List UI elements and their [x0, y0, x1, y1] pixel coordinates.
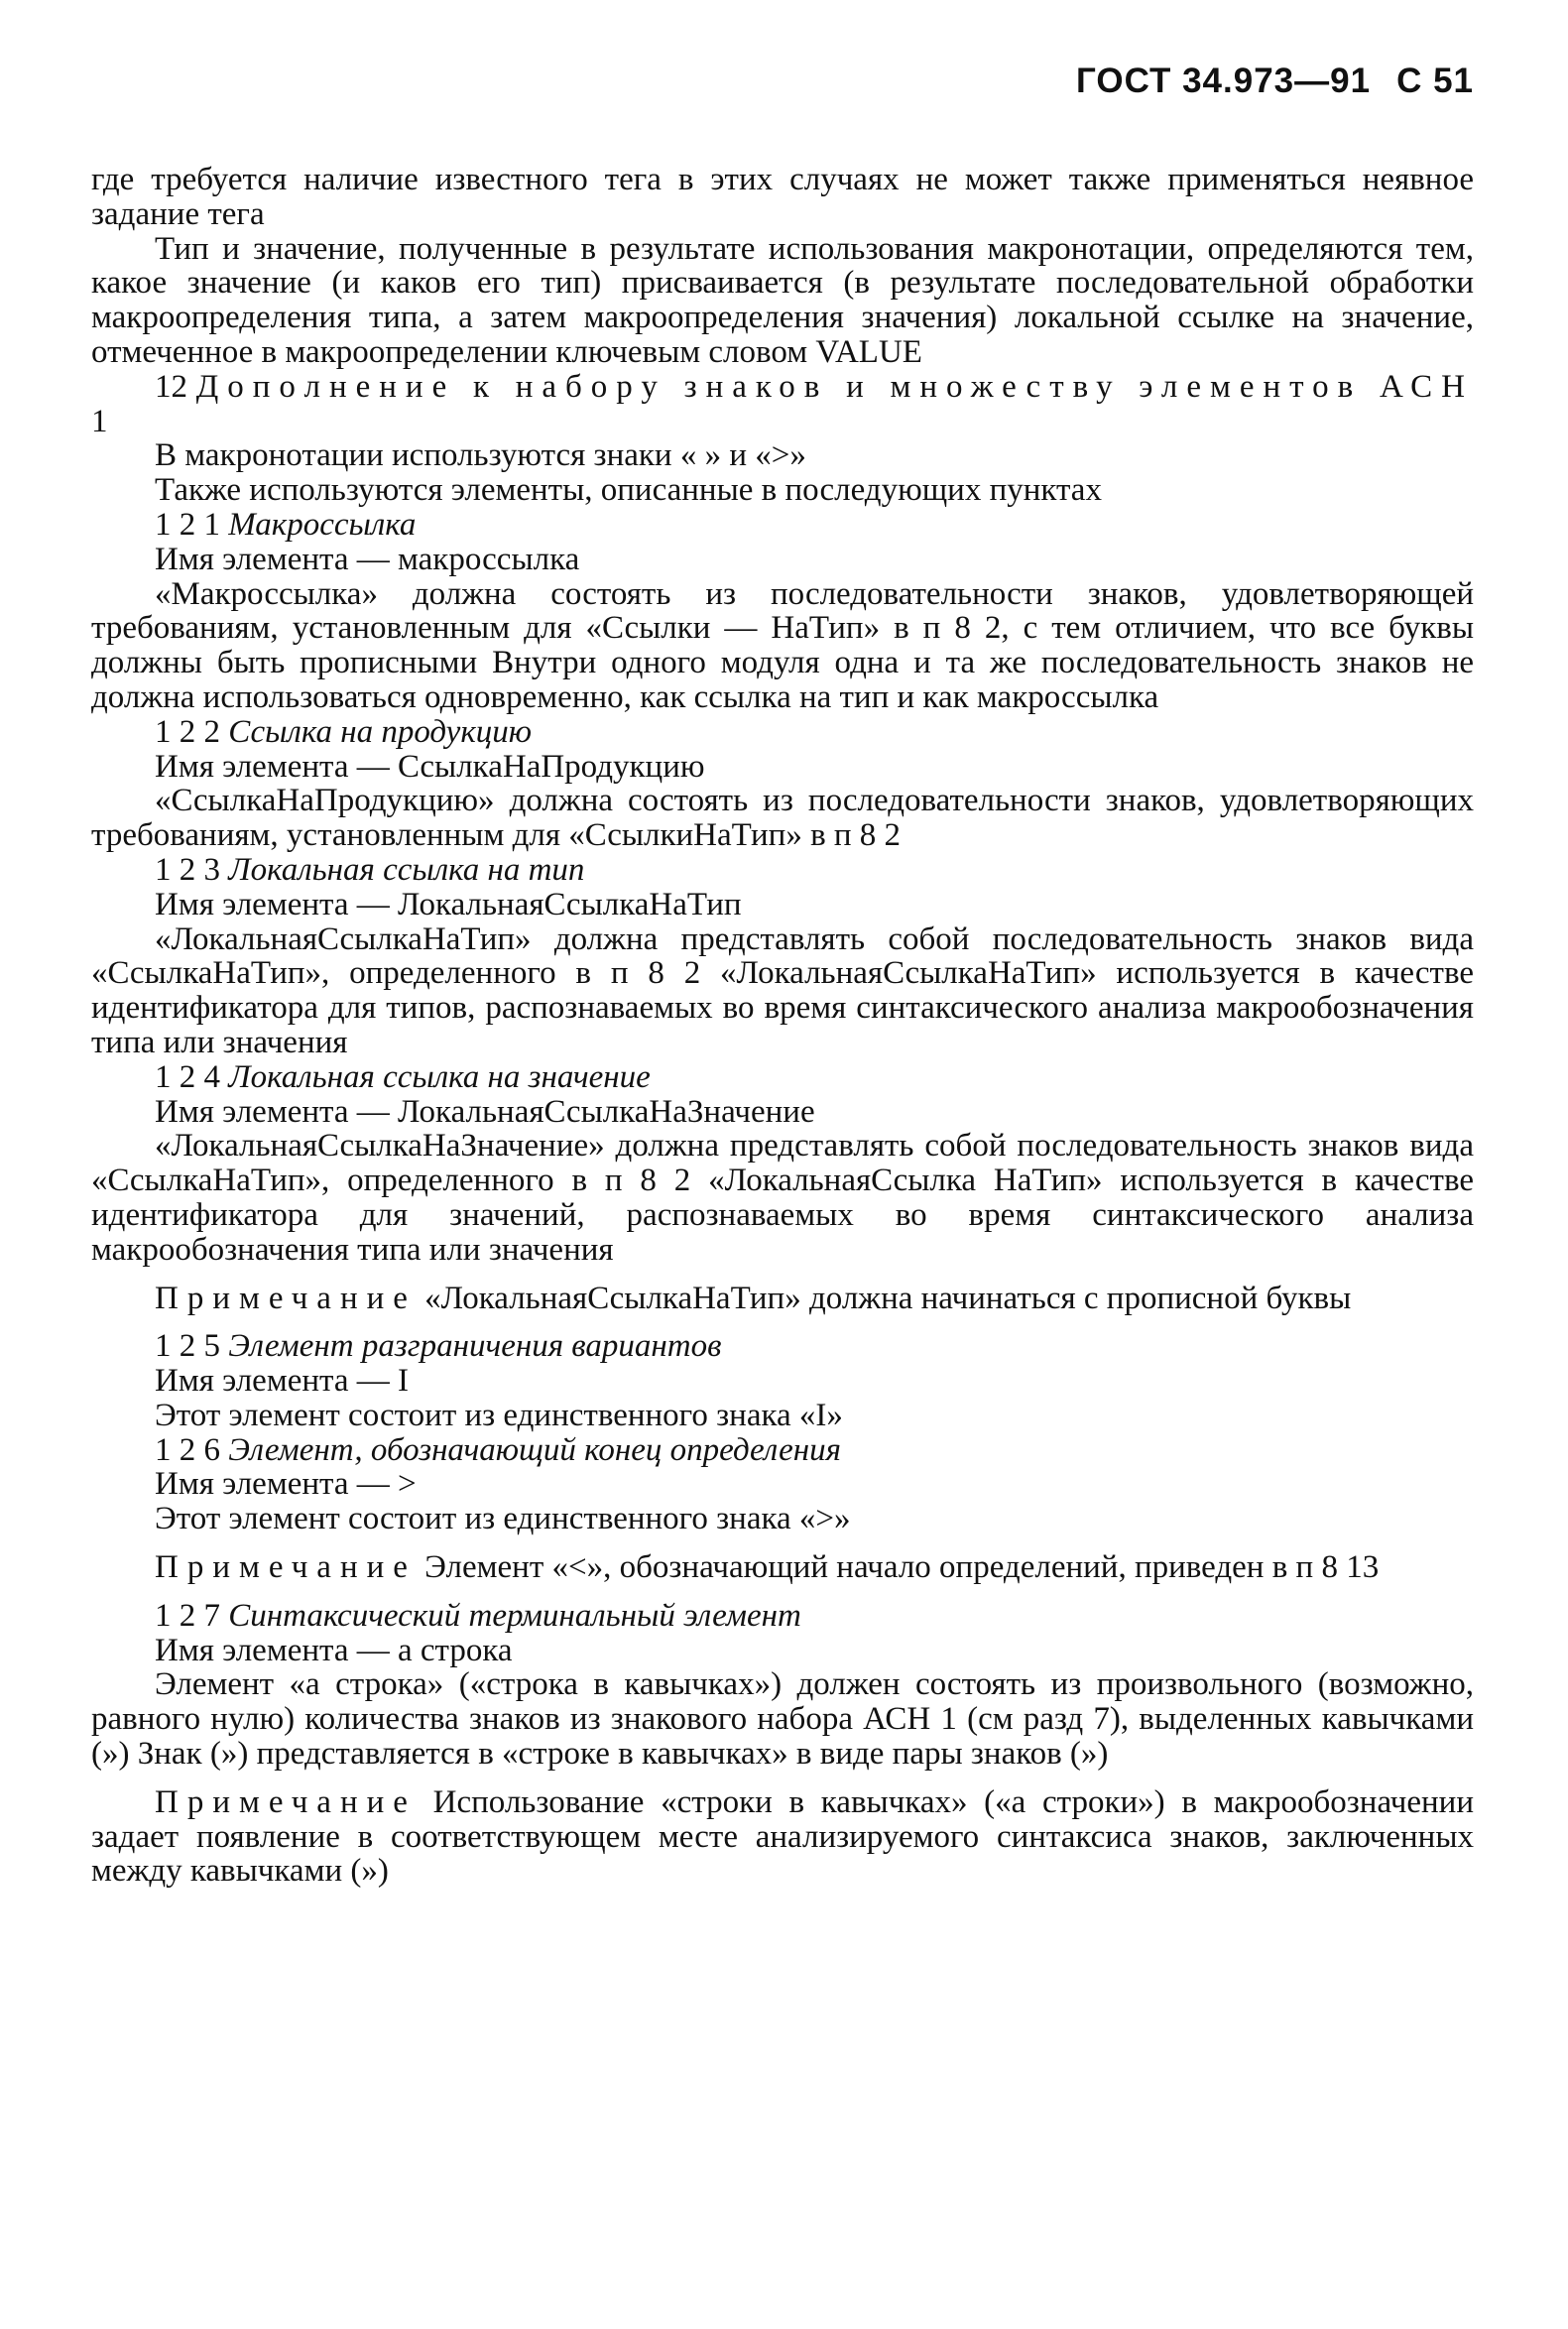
section-title: Дополнение к набору знаков и множеству элементов АСН 1 [91, 368, 1474, 439]
paragraph: «Макроссылка» должна состоять из последовательности знаков, удовлетворяющей требованиям, установленным для «Ссылки — НаТип» в п 8 2, с тем отличием, что все буквы должны быть прописными Внутри одного модуля одна и та же последовательность знаков не должна использоваться одновременно, как ссылка на тип и как макроссылка [91, 575, 1474, 715]
section-number: 1 2 1 [155, 506, 220, 543]
paragraph: Имя элемента — СсылкаНаПродукцию [155, 748, 705, 785]
section-heading-126 [91, 1433, 1474, 1468]
paragraph: Этот элемент состоит из единственного знака «>» [155, 1501, 851, 1537]
section-number: 1 2 6 [155, 1431, 220, 1468]
paragraph: «ЛокальнаяСсылкаНаТип» должна представлять собой последовательность знаков вида «СсылкаНаТип», определенного в п 8 2 «ЛокальнаяСсылкаНаТип» используется в качестве идентификатора для типов, распознаваемых во время синтаксического анализа макрообозначения типа или значения [91, 920, 1474, 1060]
paragraph: Имя элемента — а строка [155, 1632, 513, 1668]
section-title: Элемент разграничения вариантов [228, 1328, 722, 1365]
paragraph: В макронотации используются знаки « » и «>» [155, 437, 806, 474]
paragraph: где требуется наличие известного тега в этих случаях не может также применяться неявное задание тега [91, 162, 1474, 232]
section-title: Ссылка на продукцию [228, 713, 533, 750]
page-header [1076, 61, 1474, 101]
section-heading-123 [91, 853, 1474, 888]
section-heading-12 [91, 370, 1474, 439]
section-number: 1 2 4 [155, 1058, 220, 1095]
section-heading-127 [91, 1599, 1474, 1634]
paragraph: «ЛокальнаяСсылкаНаЗначение» должна представлять собой последовательность знаков вида «СсылкаНаТип», определенного в п 8 2 «ЛокальнаяСсылка НаТип» используется в качестве идентификатора для значений, распознаваемых во время синтаксического анализа макрообозначения типа или значения [91, 1128, 1474, 1268]
note-label: Примечание [155, 1280, 417, 1316]
section-number: 1 2 3 [155, 851, 220, 888]
note-text: Использование «строки в кавычках» («а строки») в макрообозначении задает появление в соответствующем месте анализируемого синтаксиса знаков, заключенных между кавычками (») [91, 1783, 1475, 1890]
section-number: 1 2 5 [155, 1328, 220, 1365]
paragraph: Этот элемент состоит из единственного знака «I» [155, 1397, 843, 1433]
section-number: 1 2 2 [155, 713, 220, 750]
section-heading-125 [91, 1329, 1474, 1364]
section-title: Элемент, обозначающий конец определения [228, 1431, 841, 1468]
note [91, 1282, 1474, 1316]
standard-number: ГОСТ 34.973—91 [1075, 61, 1372, 100]
paragraph: «СсылкаНаПродукцию» должна состоять из последовательности знаков, удовлетворяющих требованиям, установленным для «СсылкиНаТип» в п 8 2 [91, 783, 1474, 854]
paragraph: Имя элемента — ЛокальнаяСсылкаНаЗначение [155, 1093, 815, 1130]
paragraph: Имя элемента — > [155, 1466, 417, 1503]
section-title: Макроссылка [228, 506, 417, 543]
page-number: С 51 [1396, 61, 1474, 100]
section-title: Синтаксический терминальный элемент [228, 1597, 801, 1634]
note-label: Примечание [155, 1549, 417, 1586]
note-label: Примечание [155, 1783, 417, 1820]
section-heading-124 [91, 1060, 1474, 1095]
document-body [91, 163, 1474, 1902]
paragraph: Имя элемента — макроссылка [155, 541, 580, 577]
paragraph: Элемент «а строка» («строка в кавычках») должен состоять из произвольного (возможно, равного нулю) количества знаков из знакового набора АСН 1 (см разд 7), выделенных кавычками (») Знак (») представляется в «строке в кавычках» в виде пары знаков (») [91, 1666, 1474, 1773]
section-heading-121 [91, 508, 1474, 543]
note-text: Элемент «<», обозначающий начало определений, приведен в п 8 13 [424, 1549, 1380, 1586]
section-title: Локальная ссылка на тип [228, 851, 585, 888]
note-text: «ЛокальнаяСсылкаНаТип» должна начинаться с прописной буквы [424, 1280, 1352, 1316]
paragraph: Имя элемента — ЛокальнаяСсылкаНаТип [155, 886, 742, 922]
section-title: Локальная ссылка на значение [228, 1058, 651, 1095]
note [91, 1550, 1474, 1585]
section-heading-122 [91, 715, 1474, 750]
section-number: 1 2 7 [155, 1597, 220, 1634]
paragraph: Тип и значение, полученные в результате использования макронотации, определяются тем, какое значение (и каков его тип) присваивается (в результате последовательной обработки макроопределения типа, а затем макроопределения значения) локальной ссылке на значение, отмеченное в макроопределении ключевым словом VALUE [91, 230, 1474, 370]
paragraph: Также используются элементы, описанные в последующих пунктах [155, 472, 1102, 509]
section-number: 12 [155, 368, 187, 405]
note [91, 1785, 1474, 1889]
paragraph: Имя элемента — I [155, 1363, 409, 1400]
